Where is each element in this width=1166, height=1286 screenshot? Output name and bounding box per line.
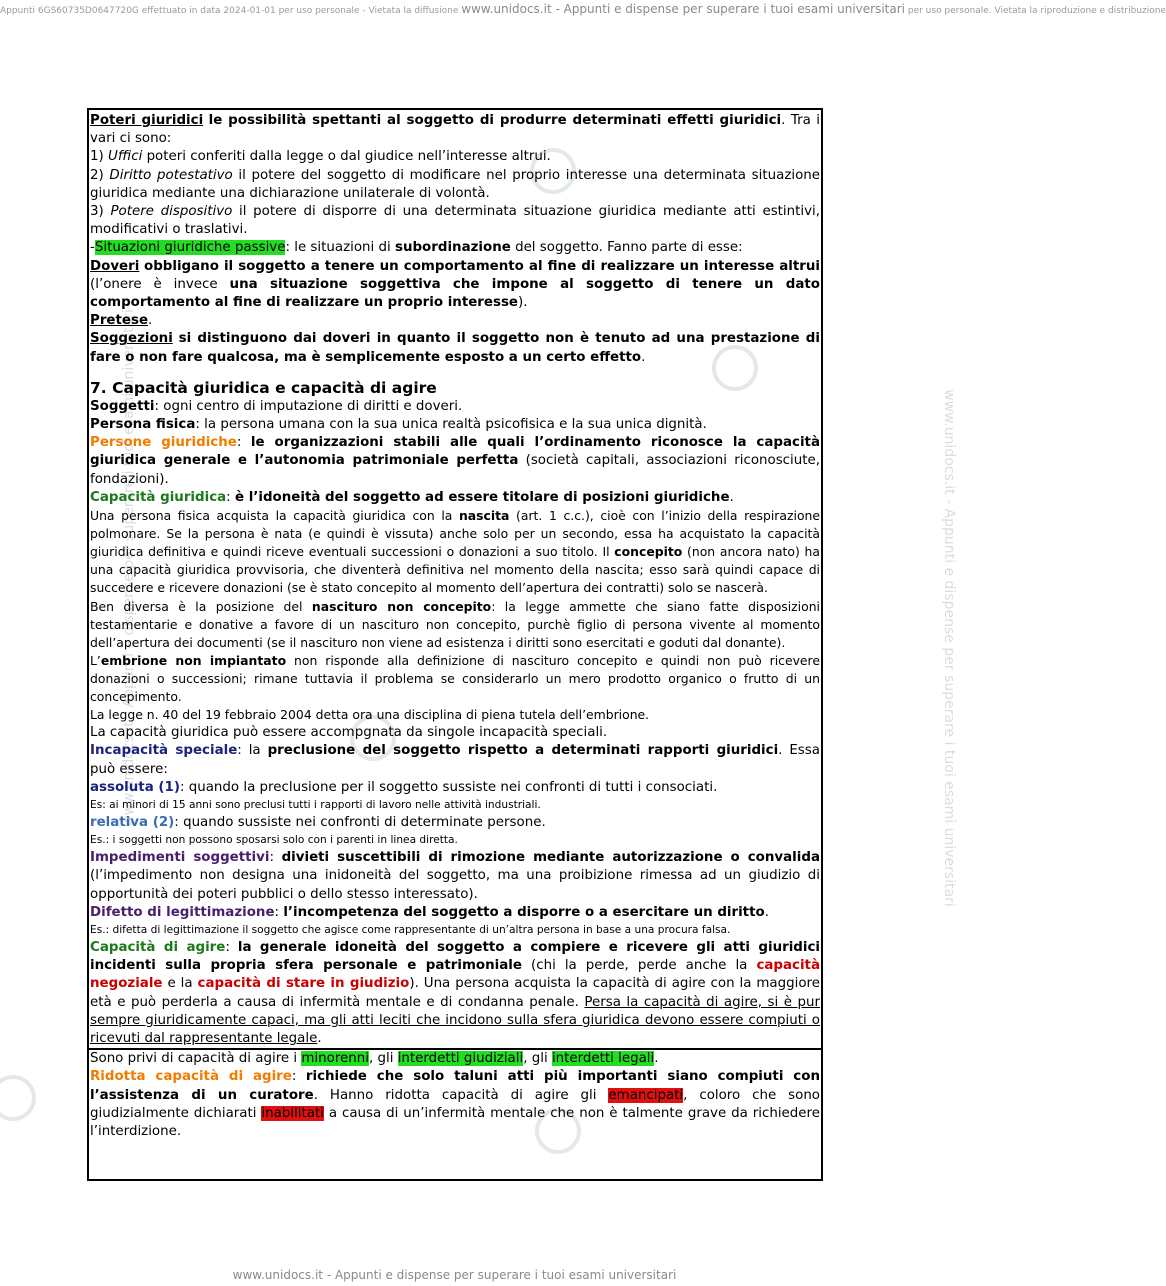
interdetti-giudiziali-term: interdetti giudiziali [397, 1051, 524, 1067]
capacita-giuridica-term: Capacità giuridica [90, 489, 227, 505]
interdetti-legali-term: interdetti legali [551, 1051, 655, 1067]
doveri-paragraph [90, 258, 820, 313]
persone-giuridiche-definition: le organizzazioni stabili alle quali l’ordinamento riconosce la capacità giuridica generale e l’autonomia patrimoniale perfetta [90, 435, 820, 469]
ridotta-text: a causa di un’infermità mentale che non è talmente grave da richiedere l’interdizione. [90, 1105, 820, 1140]
nascita-text: (non ancora nato) ha una capacità giuridica provvisoria, che diventerà definitiva nel momento della nascita; esso sarà quindi capace di succedere e ricevere donazioni (se è stato concepito al momento dell’apertura dei contratti) solo se nascerà. [90, 544, 820, 596]
doveri-definition: obbligano il soggetto a tenere un comportamento al fine di realizzare un interesse altrui [144, 258, 820, 274]
separator: : [291, 1069, 306, 1085]
persone-giuridiche-paragraph [90, 434, 820, 489]
passive-text: : le situazioni di [285, 240, 395, 256]
nascita-paragraph [90, 507, 820, 597]
soggetti-term: Soggetti [90, 398, 155, 414]
soggetti-paragraph [90, 398, 820, 416]
embrione-text: L’ [90, 652, 101, 668]
relativa-paragraph [90, 814, 820, 832]
relativa-definition: : quando sussiste nei confronti di determinate persone. [174, 815, 546, 830]
agire-text: . [317, 1031, 322, 1047]
embrione-text: non risponde alla definizione di nascituro concepito e quindi non può ricevere donazioni o successioni; rimane tuttavia il problema se considerarlo un mero prodotto organico o frutto di un concepimento. [90, 652, 820, 704]
difetto-definition: l’incompetenza del soggetto a disporre o a esercitare un diritto [283, 904, 765, 920]
persona-fisica-term: Persona fisica [90, 417, 196, 433]
capacita-agire-definition: la generale idoneità del soggetto a compiere e ricevere gli atti giuridici incidenti sulla propria sfera personale e patrimoniale [90, 940, 820, 974]
pretese-tail: . [148, 313, 153, 329]
privi-text: Sono privi di capacità di agire i [90, 1051, 302, 1067]
persa-capacita-text: Persa la capacità di agire, si è pur sempre giuridicamente capaci, ma gli atti leciti che incidono sulla sfera giuridica devono essere compiuti o ricevuti dal rappresentante legale [90, 994, 820, 1047]
situazioni-passive-paragraph [90, 239, 820, 257]
relativa-term: relativa (2) [90, 815, 175, 830]
persone-giuridiche-term: Persone giuridiche [90, 435, 237, 451]
incapacita-term: Incapacità speciale [90, 743, 238, 759]
soggezioni-term: Soggezioni [90, 331, 173, 347]
dispositivo-term: Potere dispositivo [110, 204, 233, 220]
side-watermark-right: www.unidocs.it - Appunti e dispense per superare i tuoi esami universitari [940, 389, 957, 907]
nascituro-text: Ben diversa è la posizione del [90, 598, 312, 614]
capacita-stare-giudizio-term: capacità di stare in giudizio [197, 976, 410, 992]
document-page [87, 108, 823, 1181]
pretese-term: Pretese [90, 313, 149, 329]
assoluta-paragraph [90, 779, 820, 797]
incapacita-intro: La capacità giuridica può essere accompgnata da singole incapacità speciali. [90, 725, 608, 741]
embrione-term: embrione non impiantato [100, 652, 287, 668]
potestativo-term: Diritto potestativo [109, 167, 233, 183]
separator: : [236, 435, 251, 451]
top-watermark-left: Appunti 6GS60735D0647720G effettuato in data 2024-01-01 per uso personale - Vietata la diffusione [0, 6, 459, 16]
capacita-agire-term: Capacità di agire [90, 940, 226, 956]
passive-text: del soggetto. Fanno parte di esse: [510, 240, 743, 256]
section-title: 7. Capacità giuridica e capacità di agire [90, 378, 437, 397]
soggezioni-tail: . [641, 349, 646, 365]
embrione-paragraph [90, 652, 820, 706]
doveri-text: ). [518, 295, 528, 311]
separator: : [269, 850, 282, 866]
persone-giuridiche-tail: (società capitali, associazioni riconosciute, fondazioni). [90, 453, 820, 487]
impedimenti-tail: (l’impedimento non designa una inidoneità del soggetto, ma una proibizione rimessa ad un giudizio di opportunità dei poteri pubblici o dello stesso interessato). [90, 868, 820, 902]
uffici-item [90, 148, 820, 166]
separator: : [274, 904, 284, 920]
relativa-example: Es.: i soggetti non possono sposarsi solo con i parenti in linea diretta. [90, 834, 458, 847]
soggezioni-paragraph [90, 330, 820, 366]
difetto-paragraph [90, 904, 820, 922]
assoluta-term: assoluta (1) [90, 779, 180, 795]
privi-paragraph [90, 1050, 820, 1068]
legge-paragraph: La legge n. 40 del 19 febbraio 2004 detta ora una disciplina di piena tutela dell’embrione. [90, 707, 650, 723]
nascituro-paragraph [90, 598, 820, 652]
dispositivo-item [90, 203, 820, 239]
situazioni-passive-term: Situazioni giuridiche passive [94, 240, 286, 256]
separator: : [225, 940, 238, 956]
minorenni-term: minorenni [301, 1051, 369, 1067]
agire-text: e la [162, 976, 198, 992]
capacita-giuridica-paragraph [90, 489, 820, 507]
privi-text: , gli [523, 1051, 552, 1067]
privi-text: . [654, 1051, 659, 1067]
nascita-text: (art. 1 c.c.), cioè con l’inizio della respirazione polmonare. Se la persona è nata (e quindi è vissuta) anche solo per un secondo, essa ha acquistato la capacità giuridica definitiva e quindi riceve eventuali successioni o donazioni a suo titolo. Il [90, 508, 820, 560]
ridotta-term: Ridotta capacità di agire [90, 1069, 292, 1085]
pretese-paragraph [90, 312, 820, 330]
capacita-giuridica-tail: . [729, 489, 734, 505]
nascituro-text: : la legge ammette che siano fatte disposizioni testamentarie e donative a favore di un nascituro non concepito, purchè figlio di persona vivente al momento dell’apertura dei documenti (se il nascituro non viene ad esistenza i diritti sono esercitati e goduti dal donante). [90, 598, 820, 650]
capacita-giuridica-definition: è l’idoneità del soggetto ad essere titolare di posizioni giuridiche [234, 489, 730, 505]
emancipati-term: emancipati [608, 1087, 684, 1103]
separator: : [226, 489, 235, 505]
incapacita-text: : la [237, 743, 268, 759]
capacita-negoziale-term: capacità negoziale [90, 958, 820, 992]
capacita-agire-paragraph [90, 939, 820, 1048]
nascituro-term: nascituro non concepito [311, 598, 492, 614]
top-watermark-right: per uso personale. Vietata la riproduzione e distribuzione [907, 6, 1166, 16]
impedimenti-term: Impedimenti soggettivi [90, 850, 270, 866]
impedimenti-definition: divieti suscettibili di rimozione mediante autorizzazione o convalida [281, 850, 820, 866]
incapacita-text: . Essa può essere: [90, 743, 820, 777]
incapacita-definition: preclusione del soggetto rispetto a determinati rapporti giuridici [267, 743, 779, 759]
dash: - [90, 240, 95, 256]
uffici-term: Uffici [108, 149, 143, 165]
side-watermark-left: www.unidocs.it - Appunti e dispense per superare i tuoi esami universitari [120, 309, 137, 827]
potestativo-definition: il potere del soggetto di modificare nel proprio interesse una determinata situazione giuridica mediante una dichiarazione unilaterale di volontà. [90, 167, 820, 201]
ridotta-text: , coloro che sono giudizialmente dichiarati [90, 1087, 820, 1121]
poteri-term: Poteri giuridici [90, 113, 204, 128]
soggetti-definition: : ogni centro di imputazione di diritti e doveri. [154, 398, 463, 414]
ridotta-text: . Hanno ridotta capacità di agire gli [313, 1087, 609, 1103]
bottom-watermark: www.unidocs.it - Appunti e dispense per superare i tuoi esami universitari [232, 1268, 677, 1282]
doveri-text: (l’onere è invece [90, 276, 230, 292]
top-watermark-line [0, 2, 1166, 16]
persona-fisica-paragraph [90, 416, 820, 434]
persona-fisica-definition: : la persona umana con la sua unica realtà psicofisica e la sua unica dignità. [195, 417, 707, 433]
ridotta-definition: richiede che solo taluni atti più importanti siano compiuti con l’assistenza di un curatore [90, 1069, 820, 1103]
nascita-text: Una persona fisica acquista la capacità giuridica con la [90, 508, 459, 524]
top-watermark-center: www.unidocs.it - Appunti e dispense per superare i tuoi esami universitari [461, 2, 905, 16]
subordinazione-term: subordinazione [394, 240, 511, 256]
poteri-definition: le possibilità spettanti al soggetto di produrre determinati effetti giuridici [208, 113, 782, 128]
item-number: 1) [90, 149, 104, 165]
difetto-example: Es.: difetta di legittimazione il soggetto che agisce come rappresentante di un’altra persona in base a una procura falsa. [90, 924, 731, 937]
doveri-term: Doveri [90, 258, 140, 274]
dispositivo-definition: il potere di disporre di una determinata situazione giuridica mediante atti estintivi, modificativi o traslativi. [90, 204, 821, 238]
agire-text: ). Una persona acquista la capacità di agire con la maggiore età e può perderla a causa di infermità mentale e di condanna penale. [90, 976, 821, 1010]
assoluta-example: Es: ai minori di 15 anni sono preclusi tutti i rapporti di lavoro nelle attività industriali. [90, 799, 541, 811]
uffici-definition: poteri conferiti dalla legge o dal giudice nell’interesse altrui. [146, 149, 551, 165]
difetto-term: Difetto di legittimazione [90, 904, 275, 920]
agire-text: (chi la perde, perde anche la [521, 958, 757, 974]
watermark-logo-icon [0, 1075, 36, 1121]
nascita-term: nascita [458, 508, 510, 524]
soggezioni-definition: si distinguono dai doveri in quanto il soggetto non è tenuto ad una prestazione di fare o non fare qualcosa, ma è semplicemente esposto a un certo effetto [90, 331, 820, 365]
onere-definition: una situazione soggettiva che impone al soggetto di tenere un dato comportamento al fine di realizzare un proprio interesse [90, 276, 821, 311]
poteri-giuridici-paragraph [90, 112, 820, 148]
privi-text: , gli [368, 1051, 398, 1067]
incapacita-paragraph [90, 742, 820, 778]
difetto-tail: . [764, 904, 769, 920]
item-number: 3) [90, 204, 104, 220]
poteri-tail: . Tra i vari ci sono: [90, 113, 820, 147]
potestativo-item [90, 167, 820, 203]
concepito-term: concepito [614, 544, 683, 560]
item-number: 2) [90, 167, 104, 183]
ridotta-paragraph [90, 1068, 820, 1141]
assoluta-definition: : quando la preclusione per il soggetto sussiste nei confronti di tutti i consociati. [179, 779, 718, 795]
impedimenti-paragraph [90, 849, 820, 904]
inabilitati-term: inabilitati [261, 1105, 324, 1121]
